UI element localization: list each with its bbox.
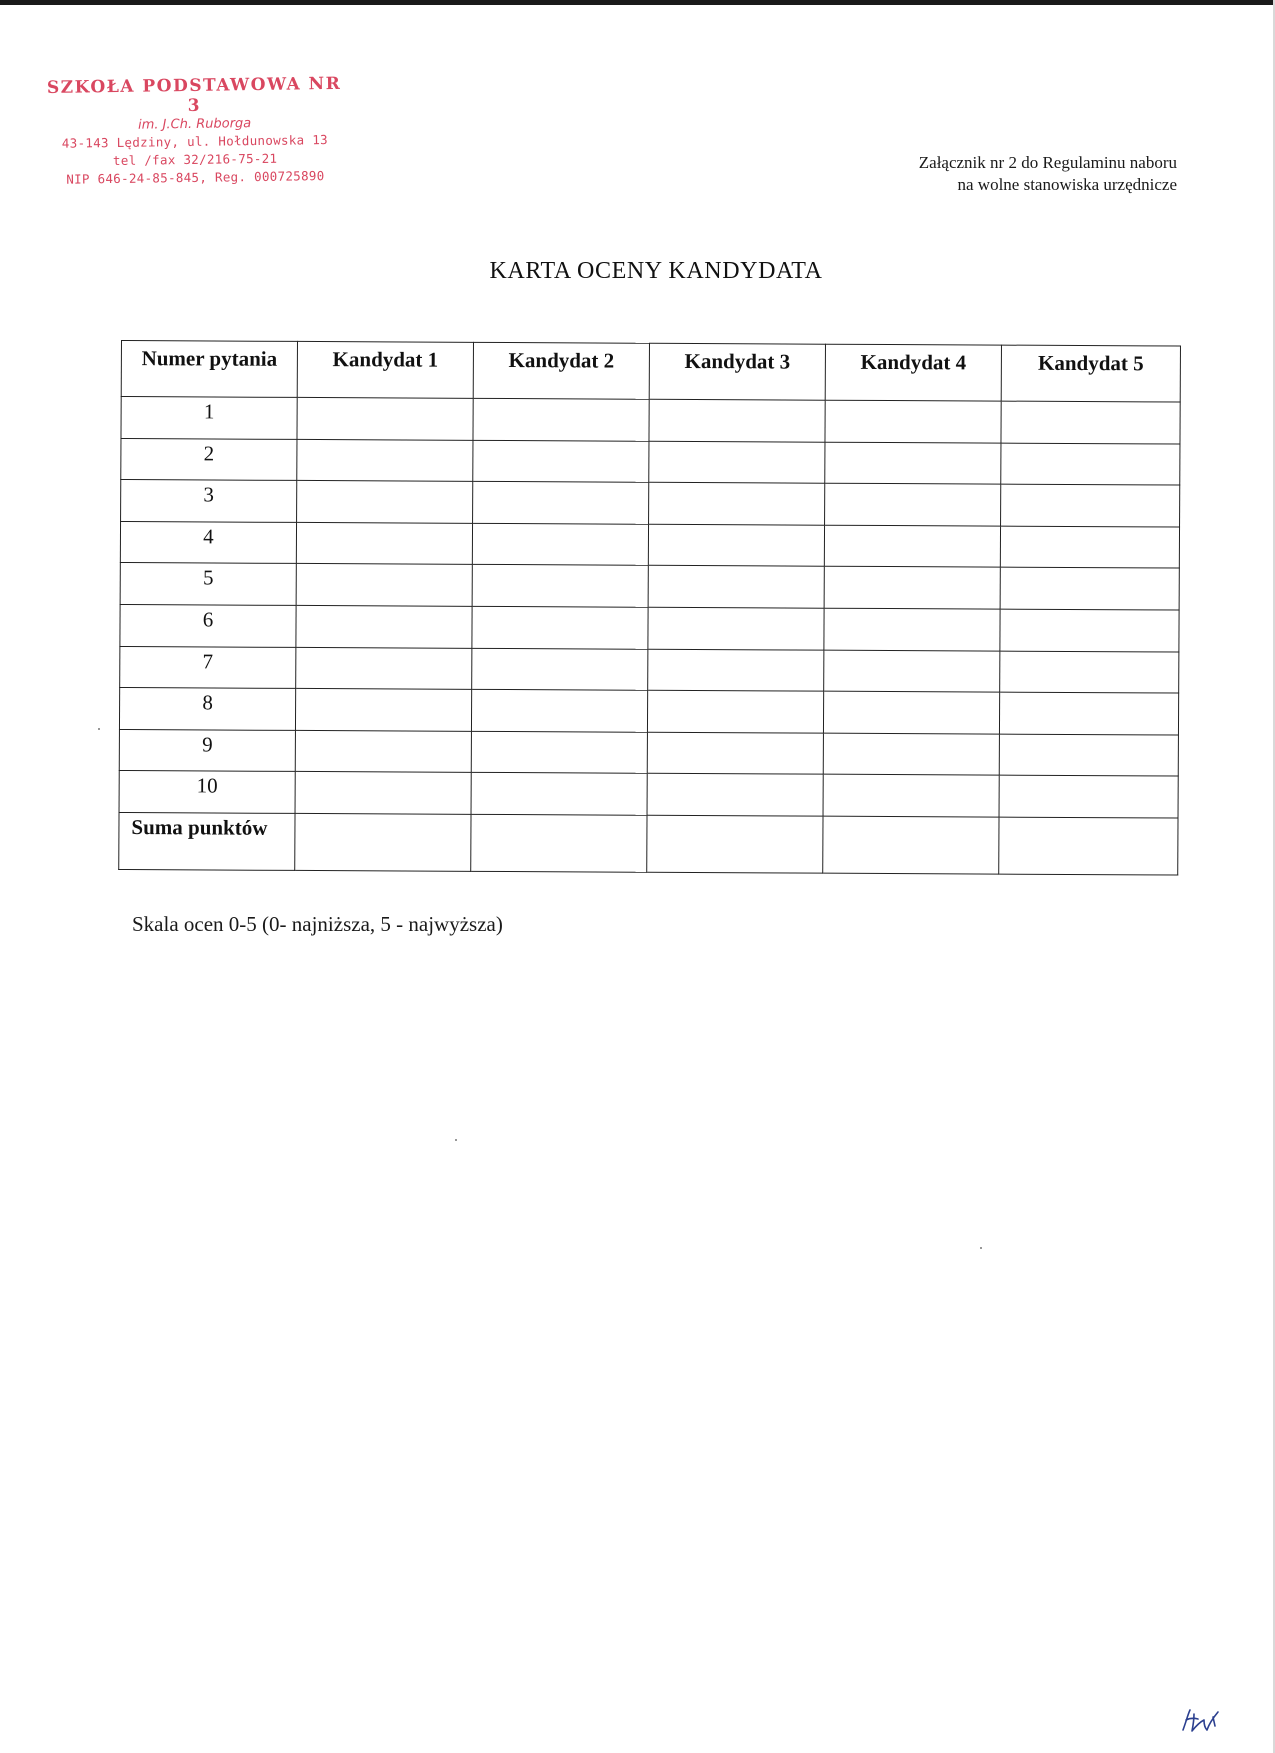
score-cell xyxy=(999,775,1178,818)
score-cell xyxy=(296,522,472,565)
score-cell xyxy=(297,481,473,524)
scan-top-edge xyxy=(0,0,1275,5)
table-row xyxy=(120,646,1179,693)
score-cell xyxy=(295,772,471,815)
score-cell xyxy=(824,567,1000,610)
stamp-school-name: SZKOŁA PODSTAWOWA NR 3 xyxy=(46,73,342,116)
score-cell xyxy=(471,773,647,816)
sum-cell xyxy=(999,817,1178,875)
table-row xyxy=(121,480,1180,527)
score-cell xyxy=(647,690,823,733)
stamp-address: 43-143 Lędziny, ul. Hołdunowska 13 xyxy=(61,132,329,151)
score-cell xyxy=(472,648,648,691)
sum-cell xyxy=(471,814,647,872)
stamp-patron: im. J.Ch. Ruborga xyxy=(137,116,252,133)
table-row xyxy=(120,521,1179,568)
header-candidate-2: Kandydat 2 xyxy=(473,342,649,399)
score-cell xyxy=(824,608,1000,651)
score-cell xyxy=(296,564,472,607)
score-cell xyxy=(824,525,1000,568)
table-row xyxy=(120,563,1179,610)
scan-speck xyxy=(980,1247,982,1249)
question-number: 9 xyxy=(119,729,295,772)
score-cell xyxy=(648,607,824,650)
sum-label: Suma punktów xyxy=(119,812,295,870)
score-cell xyxy=(472,606,648,649)
scan-speck xyxy=(455,1139,457,1141)
question-number: 1 xyxy=(121,397,297,440)
score-cell xyxy=(999,734,1178,777)
score-cell xyxy=(825,483,1001,526)
score-cell xyxy=(295,689,471,732)
document-title: KARTA OCENY KANDYDATA xyxy=(489,258,823,284)
score-cell xyxy=(471,689,647,732)
question-number: 7 xyxy=(120,646,296,689)
header-candidate-4: Kandydat 4 xyxy=(825,344,1001,401)
table-row xyxy=(120,604,1179,651)
sum-cell xyxy=(823,816,999,874)
score-cell xyxy=(1000,651,1179,694)
handwritten-initials-signature xyxy=(1180,1706,1222,1734)
score-cell xyxy=(1001,443,1180,486)
score-cell xyxy=(647,774,823,817)
question-number: 2 xyxy=(121,438,297,481)
score-cell xyxy=(296,605,472,648)
question-number: 3 xyxy=(121,480,297,523)
score-cell xyxy=(473,398,649,441)
score-cell xyxy=(296,647,472,690)
score-cell xyxy=(472,565,648,608)
score-cell xyxy=(823,775,999,818)
score-cell xyxy=(648,524,824,567)
scale-note: Skala ocen 0-5 (0- najniższa, 5 - najwyższa) xyxy=(132,912,503,936)
scan-speck xyxy=(98,728,100,730)
score-cell xyxy=(999,692,1178,735)
score-cell xyxy=(472,523,648,566)
question-number: 10 xyxy=(119,771,295,814)
evaluation-table xyxy=(118,340,1181,875)
score-cell xyxy=(825,400,1001,443)
table-row xyxy=(119,771,1178,818)
score-cell xyxy=(295,730,471,773)
question-number: 6 xyxy=(120,604,296,647)
score-cell xyxy=(1000,526,1179,569)
score-cell xyxy=(824,650,1000,693)
score-cell xyxy=(648,649,824,692)
table-row xyxy=(121,397,1180,444)
score-cell xyxy=(649,482,825,525)
score-cell xyxy=(1000,609,1179,652)
stamp-phone: tel /fax 32/216-75-21 xyxy=(112,150,278,169)
score-cell xyxy=(1001,401,1180,444)
sum-cell xyxy=(647,815,823,873)
header-candidate-3: Kandydat 3 xyxy=(649,343,825,400)
score-cell xyxy=(649,399,825,442)
question-number: 5 xyxy=(120,563,296,606)
question-number: 4 xyxy=(120,521,296,564)
score-cell xyxy=(648,566,824,609)
score-cell xyxy=(1001,484,1180,527)
annex-line-2: na wolne stanowiska urzędnicze xyxy=(957,175,1177,194)
sum-row xyxy=(119,812,1178,875)
sum-cell xyxy=(295,813,471,871)
stamp-nip-regon: NIP 646-24-85-845, Reg. 000725890 xyxy=(66,168,325,187)
header-question-number: Numer pytania xyxy=(121,341,297,398)
table-row xyxy=(119,688,1178,735)
header-candidate-1: Kandydat 1 xyxy=(297,341,473,398)
score-cell xyxy=(471,731,647,774)
score-cell xyxy=(647,732,823,775)
header-candidate-5: Kandydat 5 xyxy=(1001,345,1180,402)
table-header-row xyxy=(121,341,1180,403)
annex-note xyxy=(919,152,1177,196)
score-cell xyxy=(823,691,999,734)
score-cell xyxy=(473,440,649,483)
score-cell xyxy=(823,733,999,776)
annex-line-1: Załącznik nr 2 do Regulaminu naboru xyxy=(918,153,1177,172)
score-cell xyxy=(825,442,1001,485)
school-stamp xyxy=(44,74,346,189)
score-cell xyxy=(1000,567,1179,610)
score-cell xyxy=(297,439,473,482)
score-cell xyxy=(649,441,825,484)
score-cell xyxy=(473,482,649,525)
question-number: 8 xyxy=(119,688,295,731)
table-row xyxy=(121,438,1180,485)
score-cell xyxy=(297,397,473,440)
table-row xyxy=(119,729,1178,776)
